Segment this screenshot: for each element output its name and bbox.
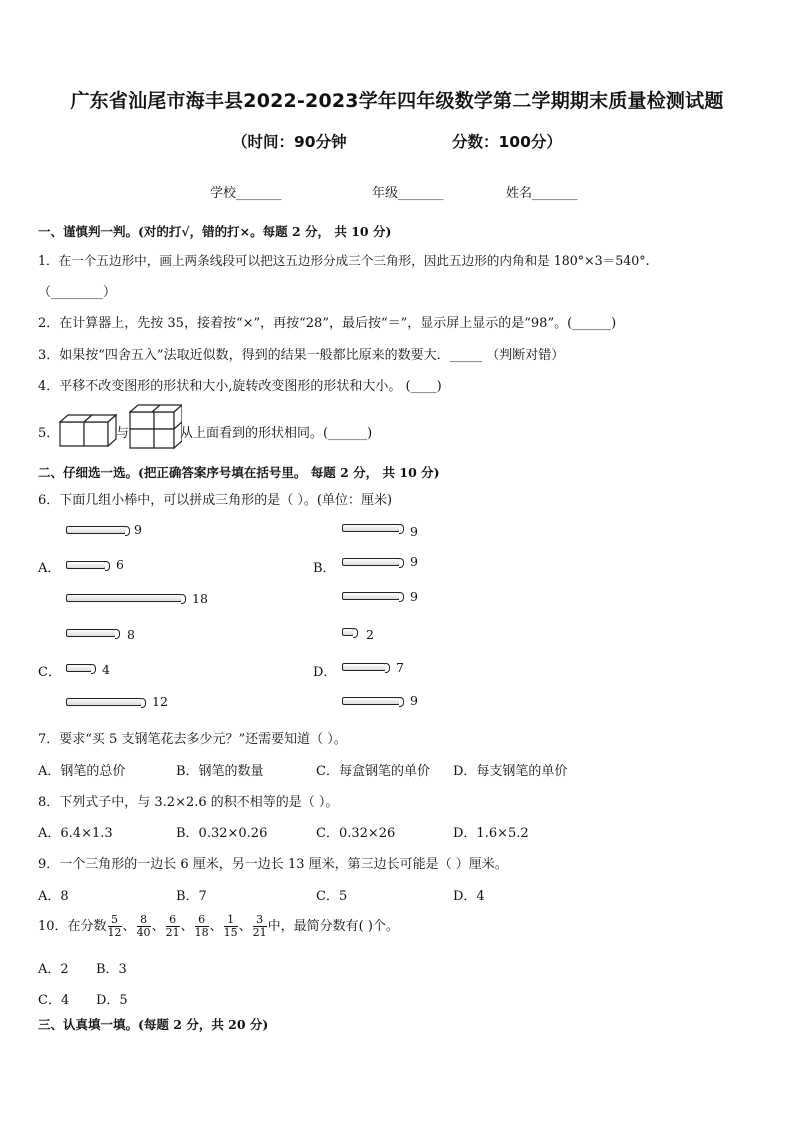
q7-option-d[interactable]: D．每支钢笔的单价 <box>453 764 568 779</box>
section-1-title: 一、谨慎判一判。(对的打√，错的打×。每题 2 分， 共 10 分) <box>38 224 392 239</box>
fraction-3 <box>166 914 180 939</box>
question-5-number: 5． <box>38 426 60 441</box>
q8-option-a[interactable]: A．6.4×1.3 <box>38 826 113 841</box>
rod-b3-length: 9 <box>410 589 418 604</box>
fraction-4-denominator: 18 <box>194 926 209 939</box>
q10-option-b[interactable]: B．3 <box>96 962 127 977</box>
fraction-3-numerator: 6 <box>166 914 180 927</box>
question-1-text: 1．在一个五边形中，画上两条线段可以把这五边形分成三个三角形，因此五边形的内角和是 180°×3＝540°. <box>38 253 650 268</box>
fraction-2 <box>137 914 151 939</box>
rod-b1 <box>342 524 400 532</box>
fraction-1 <box>108 914 122 939</box>
rod-d2 <box>342 663 386 671</box>
grade-field[interactable]: 年级_______ <box>372 186 444 201</box>
question-5-text: 从上面看到的形状相同。(______) <box>180 426 373 441</box>
q10-suffix: 中，最简分数有( )个。 <box>267 919 399 934</box>
fraction-1-denominator: 12 <box>107 926 122 939</box>
q7-option-c[interactable]: C．每盒钢笔的单价 <box>316 764 430 779</box>
rod-c2 <box>66 664 92 672</box>
q9-option-a[interactable]: A．8 <box>38 889 69 904</box>
fraction-2-numerator: 8 <box>137 914 151 927</box>
rod-a1 <box>66 526 126 534</box>
q10-option-d[interactable]: D．5 <box>96 993 128 1008</box>
rod-b2 <box>342 558 400 566</box>
fraction-3-denominator: 21 <box>165 926 180 939</box>
question-2-text: 2．在计算器上，先按 35，接着按“×”，再按“28”，最后按“＝”，显示屏上显示的是“98”。(______) <box>38 316 617 331</box>
question-8-text: 8．下列式子中，与 3.2×2.6 的积不相等的是（ ）。 <box>38 795 339 810</box>
section-2-title: 二、仔细选一选。(把正确答案序号填在括号里。 每题 2 分， 共 10 分) <box>38 465 440 480</box>
q10-option-c[interactable]: C．4 <box>38 993 70 1008</box>
rod-d1-length: 2 <box>366 627 374 642</box>
question-3-text: 3．如果按“四舍五入”法取近似数，得到的结果一般都比原来的数要大．_____ （判断对错） <box>38 348 565 363</box>
fraction-6-denominator: 21 <box>252 926 267 939</box>
rod-a3-length: 18 <box>192 591 208 606</box>
rod-b2-length: 9 <box>410 554 418 569</box>
fraction-1-numerator: 5 <box>108 914 122 927</box>
rod-d1 <box>342 628 354 636</box>
q8-option-d[interactable]: D．1.6×5.2 <box>453 826 529 841</box>
section-3-title: 三、认真填一填。(每题 2 分，共 20 分) <box>38 1017 269 1032</box>
q10-prefix: 10．在分数 <box>38 919 107 934</box>
q7-option-a[interactable]: A．钢笔的总价 <box>38 764 126 779</box>
fraction-5-denominator: 15 <box>223 926 238 939</box>
option-d-label[interactable]: D． <box>313 665 337 680</box>
q7-option-b[interactable]: B．钢笔的数量 <box>176 764 264 779</box>
question-9-text: 9．一个三角形的一边长 6 厘米，另一边长 13 厘米，第三边长可能是（ ）厘米。 <box>38 857 508 872</box>
rod-a2-length: 6 <box>116 557 124 572</box>
question-7-text: 7．要求“买 5 支钢笔花去多少元？”还需要知道（ ）。 <box>38 732 347 747</box>
rod-a3 <box>66 594 182 602</box>
rod-a1-length: 9 <box>134 522 142 537</box>
rod-b3 <box>342 592 400 600</box>
rod-c1-length: 8 <box>127 627 135 642</box>
question-10-text: 10．在分数 $\frac{5}{12}$ 、 $\frac{8}{40}$ 、 $\frac{6}{21}$ 、 $\frac{6}{18}$ 、 $\frac{1}{15}$ 、 $\frac{3}{21}$ 中，最简分数有( )个。 <box>38 913 399 939</box>
rod-d3-length: 9 <box>410 693 418 708</box>
school-field[interactable]: 学校_______ <box>210 186 282 201</box>
rod-c3-length: 12 <box>152 694 168 709</box>
exam-time: （时间：90分钟 <box>232 133 347 151</box>
q9-option-d[interactable]: D．4 <box>453 889 485 904</box>
fraction-2-denominator: 40 <box>136 926 151 939</box>
fraction-4 <box>195 914 209 939</box>
option-b-label[interactable]: B． <box>313 561 336 576</box>
rod-d3 <box>342 697 400 705</box>
q8-option-b[interactable]: B．0.32×0.26 <box>176 826 268 841</box>
fraction-5 <box>224 914 238 939</box>
question-1-answer-blank[interactable]: （________） <box>38 285 117 300</box>
q9-option-c[interactable]: C．5 <box>316 889 348 904</box>
exam-score: 分数：100分） <box>452 133 562 151</box>
page-title: 广东省汕尾市海丰县2022-2023学年四年级数学第二学期期末质量检测试题 <box>70 90 724 112</box>
question-6-text: 6．下面几组小棒中，可以拼成三角形的是（ ）。(单位：厘米) <box>38 493 393 508</box>
rod-c1 <box>66 629 116 637</box>
rod-b1-length: 9 <box>410 524 418 539</box>
rod-a2 <box>66 561 106 569</box>
fraction-5-numerator: 1 <box>224 914 238 927</box>
question-5-connector: 与 <box>116 426 130 441</box>
q10-option-a[interactable]: A．2 <box>38 962 69 977</box>
q8-option-c[interactable]: C．0.32×26 <box>316 826 396 841</box>
option-c-label[interactable]: C． <box>38 665 61 680</box>
option-a-label[interactable]: A． <box>38 561 61 576</box>
question-4-text: 4．平移不改变图形的形状和大小,旋转改变图形的形状和大小。 (____) <box>38 379 442 394</box>
fraction-4-numerator: 6 <box>195 914 209 927</box>
fraction-6 <box>253 914 267 939</box>
rod-c2-length: 4 <box>102 662 110 677</box>
name-field[interactable]: 姓名_______ <box>506 186 578 201</box>
rod-d2-length: 7 <box>396 660 404 675</box>
q9-option-b[interactable]: B．7 <box>176 889 207 904</box>
fraction-6-numerator: 3 <box>253 914 267 927</box>
rod-c3 <box>66 698 142 706</box>
